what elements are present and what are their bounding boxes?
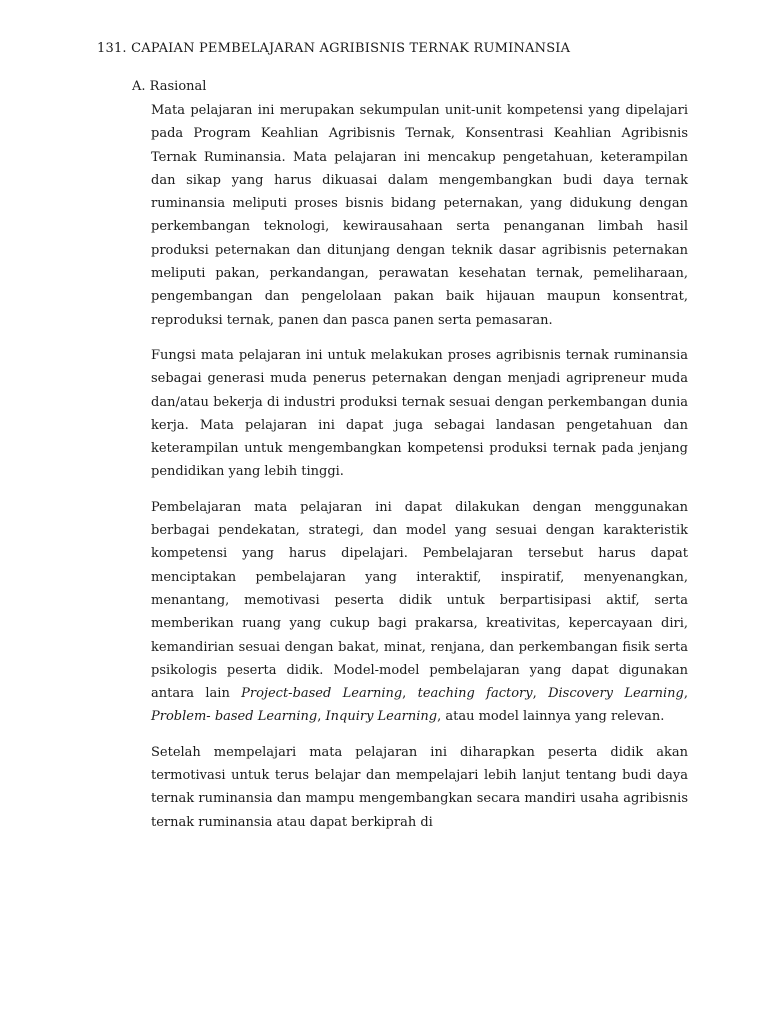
italic-term: Project-based Learning [241,686,403,702]
text-run: , [683,686,689,702]
paragraph [151,496,688,729]
text-run: Pembelajaran mata pelajaran ini dapat dilakukan dengan menggunakan berbagai pendekatan, strategi, dan model yang sesuai dengan karakteristik kompetensi yang harus dipelajari. Pembelajaran tersebut harus dapat menciptakan pembelajaran yang interaktif, inspiratif, menyenangkan, menantang, memotivasi peserta didik untuk berpartisipasi aktif, serta memberikan ruang yang cukup bagi prakarsa, kreativitas, kepercayaan diri, kemandirian sesuai dengan bakat, minat, renjana, dan perkembangan fisik serta psikologis peserta didik. Model-model pembelajaran yang dapat digunakan antara lain [151,499,688,702]
italic-term: Inquiry Learning [325,709,438,725]
italic-term: teaching factory [417,686,533,702]
paragraph [151,741,688,834]
text-run: , [402,686,418,702]
text-run: , [317,709,326,725]
paragraph [151,99,688,332]
section-label: A. Rasional [132,79,207,94]
text-run: , atau model lainnya yang relevan. [437,709,665,725]
italic-term: Problem- based Learning [151,709,318,725]
text-run: Mata pelajaran ini merupakan sekumpulan unit-unit kompetensi yang dipelajari pada Program Keahlian Agribisnis Ternak, Konsentrasi Keahlian Agribisnis Ternak Ruminansia. Mata pelajaran ini mencakup pengetahuan, keterampilan dan sikap yang harus dikuasai dalam mengembangkan budi daya ternak ruminansia meliputi proses bisnis bidang peternakan, yang didukung dengan perkembangan teknologi, kewirausahaan serta penanganan limbah hasil produksi peternakan dan ditunjang dengan teknik dasar agribisnis peternakan meliputi pakan, perkandangan, perawatan kesehatan ternak, pemeliharaan, pengembangan dan pengelolaan pakan baik hijauan maupun konsentrat, reproduksi ternak, panen dan pasca panen serta pemasaran. [151,103,688,328]
text-run: , [532,686,549,702]
section-body [151,99,688,846]
paragraph [151,344,688,484]
text-run: Fungsi mata pelajaran ini untuk melakukan proses agribisnis ternak ruminansia sebagai generasi muda penerus peternakan dengan menjadi agripreneur muda dan/atau bekerja di industri produksi ternak sesuai dengan perkembangan dunia kerja. Mata pelajaran ini dapat juga sebagai landasan pengetahuan dan keterampilan untuk mengembangkan kompetensi produksi ternak pada jenjang pendidikan yang lebih tinggi. [151,347,688,480]
text-run: Setelah mempelajari mata pelajaran ini diharapkan peserta didik akan termotivasi untuk terus belajar dan mempelajari lebih lanjut tentang budi daya ternak ruminansia dan mampu mengembangkan secara mandiri usaha agribisnis ternak ruminansia atau dapat berkiprah di [151,744,688,830]
document-heading: 131. CAPAIAN PEMBELAJARAN AGRIBISNIS TERNAK RUMINANSIA [97,41,571,56]
italic-term: Discovery Learning [548,686,684,702]
